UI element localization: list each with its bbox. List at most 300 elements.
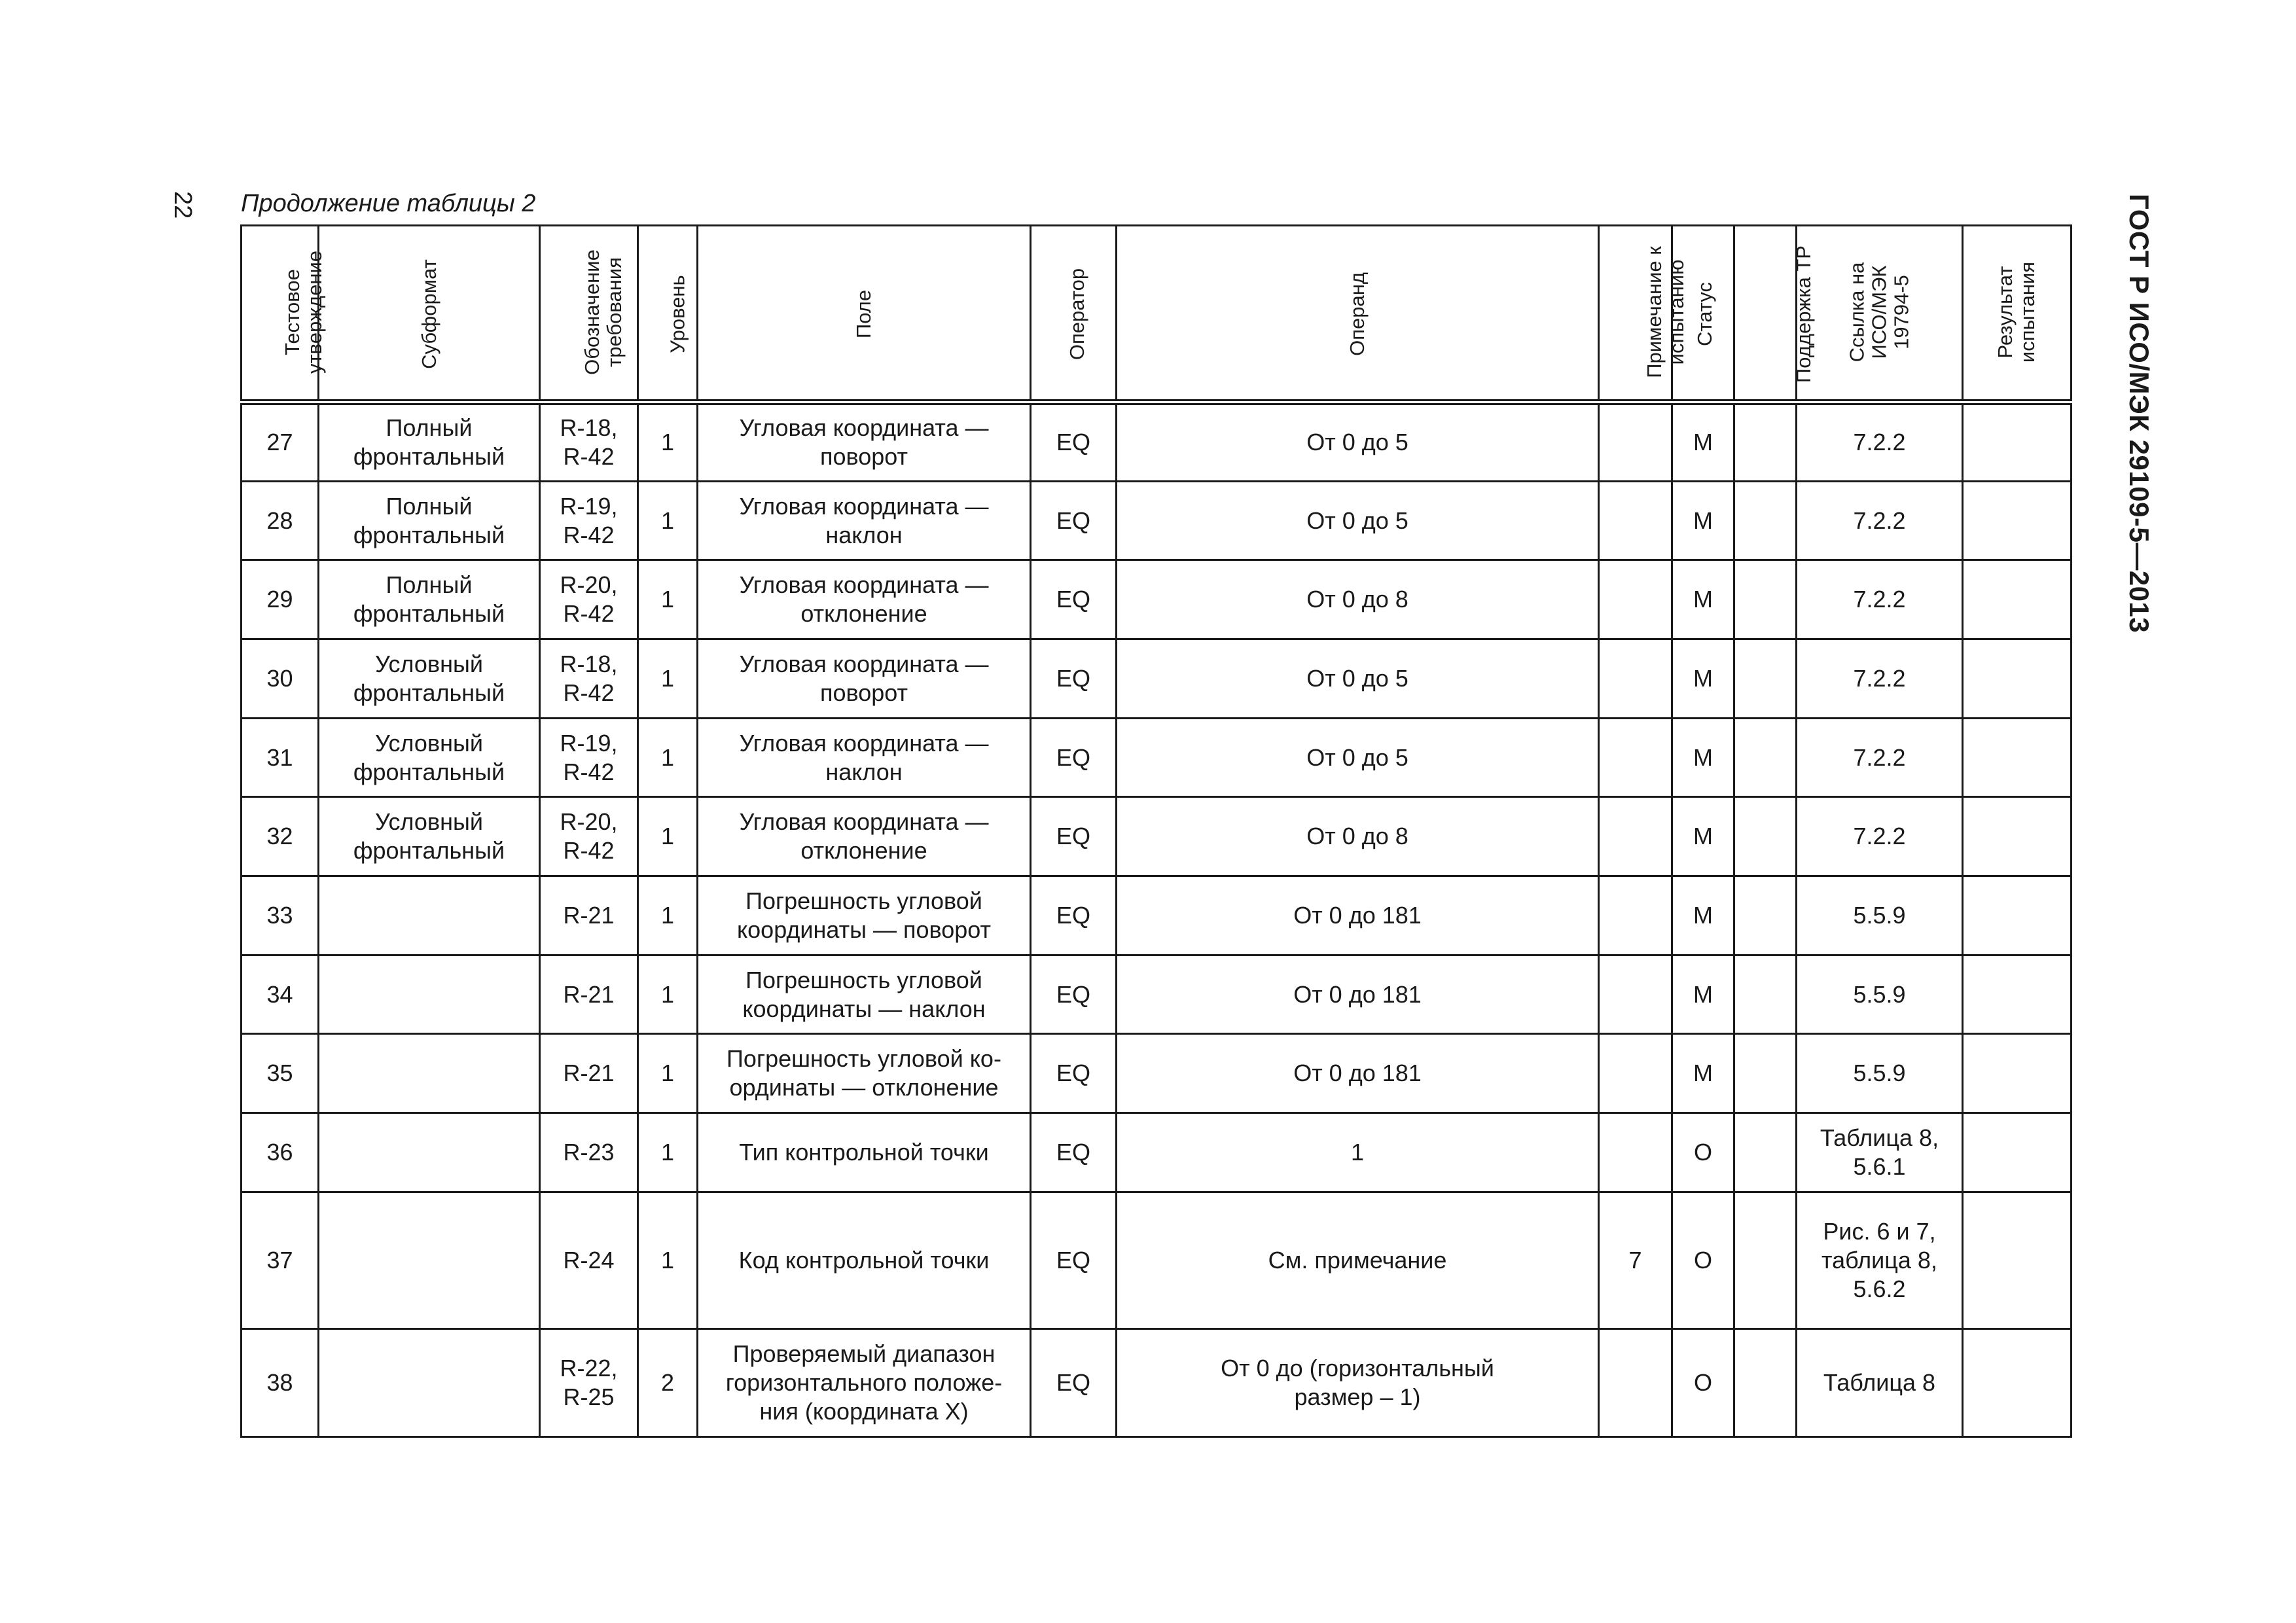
cell-iso-reference (1797, 560, 1963, 639)
cell-line: R-19, (560, 492, 618, 520)
cell-iso-reference (1797, 876, 1963, 955)
cell-field (698, 876, 1031, 955)
header-line: Статус (1693, 282, 1716, 346)
cell-tp-support (1734, 1113, 1797, 1192)
cell-line: 5.6.2 (1853, 1275, 1906, 1302)
cell-test-result (1963, 560, 2072, 639)
cell-line: 1 (660, 1138, 675, 1166)
cell-line: Угловая координата — (739, 571, 989, 599)
cell-line: EQ (1056, 586, 1090, 613)
cell-line: От 0 до 181 (1293, 901, 1422, 929)
cell-line: наклон (825, 758, 903, 785)
cell-line: Полный (386, 414, 473, 442)
cell-line: 1 (660, 429, 675, 456)
cell-field (698, 1034, 1031, 1113)
header-test-note (1599, 226, 1688, 402)
cell-line: размер – 1) (1294, 1383, 1421, 1410)
cell-subformat (319, 797, 540, 876)
cell-line: EQ (1056, 1246, 1090, 1274)
header-line: Уровень (666, 275, 689, 353)
cell-test-note (1599, 1192, 1672, 1329)
cell-line: O (1693, 1246, 1712, 1274)
cell-line: EQ (1056, 664, 1090, 692)
cell-line: фронтальный (353, 521, 505, 548)
header-requirement-id (540, 226, 638, 402)
cell-iso-reference (1797, 481, 1963, 560)
cell-test-note (1599, 955, 1672, 1034)
cell-line: Погрешность угловой (745, 887, 982, 914)
cell-iso-reference (1797, 1034, 1963, 1113)
cell-requirement-id (540, 639, 638, 719)
cell-status (1672, 1329, 1734, 1436)
cell-requirement-id (540, 1192, 638, 1329)
cell-subformat (319, 955, 540, 1034)
cell-subformat (319, 402, 540, 482)
cell-level (638, 481, 698, 560)
cell-tp-support (1734, 797, 1797, 876)
cell-line: 1 (660, 743, 675, 771)
cell-line: 30 (266, 664, 293, 692)
cell-test-note (1599, 560, 1672, 639)
cell-line: 5.5.9 (1853, 1060, 1906, 1087)
cell-operator (1031, 955, 1117, 1034)
cell-line: 7.2.2 (1853, 823, 1906, 850)
cell-line: 1 (660, 823, 675, 850)
table-row (242, 1034, 2072, 1113)
cell-field (698, 481, 1031, 560)
cell-requirement-id (540, 560, 638, 639)
cell-line: R-42 (563, 600, 615, 628)
cell-test-result (1963, 797, 2072, 876)
cell-tp-support (1734, 1034, 1797, 1113)
cell-line: 38 (266, 1368, 293, 1396)
header-line: Обозначение (580, 249, 603, 375)
cell-iso-reference (1797, 797, 1963, 876)
cell-operator (1031, 1192, 1117, 1329)
header-line: Примечание к (1642, 245, 1666, 378)
cell-line: EQ (1056, 980, 1090, 1008)
cell-line: 5.5.9 (1853, 901, 1906, 929)
cell-status (1672, 639, 1734, 719)
cell-line: От 0 до 181 (1293, 1060, 1422, 1087)
cell-level (638, 402, 698, 482)
cell-line: 1 (660, 1060, 675, 1087)
header-test-result-label (1994, 261, 2039, 362)
cell-subformat (319, 1329, 540, 1436)
cell-level (638, 1113, 698, 1192)
cell-line: координаты — поворот (737, 916, 991, 943)
header-line: Операнд (1346, 272, 1369, 356)
cell-line: 7 (1628, 1246, 1642, 1274)
table-body (242, 402, 2072, 1437)
cell-test-assertion (242, 876, 319, 955)
cell-line: 35 (266, 1060, 293, 1087)
cell-line: фронтальный (353, 679, 505, 706)
requirements-table (240, 224, 2072, 1438)
cell-test-note (1599, 402, 1672, 482)
cell-line: 1 (660, 1246, 675, 1274)
header-test-result (1963, 226, 2072, 402)
cell-operand (1117, 718, 1599, 797)
cell-field (698, 955, 1031, 1034)
cell-test-result (1963, 955, 2072, 1034)
cell-subformat (319, 1113, 540, 1192)
cell-line: M (1693, 743, 1713, 771)
cell-line: Угловая координата — (739, 650, 989, 677)
cell-line: таблица 8, (1821, 1246, 1937, 1274)
cell-line: R-18, (560, 414, 618, 442)
cell-line: 31 (266, 743, 293, 771)
cell-level (638, 1034, 698, 1113)
cell-status (1672, 1192, 1734, 1329)
cell-line: 29 (266, 586, 293, 613)
cell-tp-support (1734, 718, 1797, 797)
cell-test-note (1599, 481, 1672, 560)
cell-line: R-22, (560, 1354, 618, 1382)
cell-operand (1117, 1034, 1599, 1113)
cell-line: R-21 (563, 901, 615, 929)
table-row (242, 955, 2072, 1034)
cell-test-assertion (242, 1329, 319, 1436)
cell-operator (1031, 1034, 1117, 1113)
header-level (638, 226, 698, 402)
header-test-note-label (1643, 246, 1688, 378)
cell-line: отклонение (800, 600, 927, 628)
cell-line: От 0 до 5 (1306, 743, 1408, 771)
cell-line: 7.2.2 (1853, 664, 1906, 692)
cell-status (1672, 797, 1734, 876)
cell-test-assertion (242, 639, 319, 719)
cell-subformat (319, 1192, 540, 1329)
cell-line: См. примечание (1268, 1246, 1447, 1274)
cell-subformat (319, 560, 540, 639)
cell-line: R-42 (563, 679, 615, 706)
cell-line: От 0 до 8 (1306, 823, 1408, 850)
cell-status (1672, 718, 1734, 797)
cell-line: фронтальный (353, 443, 505, 471)
table-row (242, 876, 2072, 955)
cell-level (638, 797, 698, 876)
cell-line: EQ (1056, 429, 1090, 456)
cell-requirement-id (540, 1329, 638, 1436)
cell-line: M (1693, 901, 1713, 929)
table-row (242, 1113, 2072, 1192)
cell-line: Угловая координата — (739, 492, 989, 520)
cell-line: Условный (375, 808, 483, 836)
cell-test-assertion (242, 797, 319, 876)
cell-operand (1117, 481, 1599, 560)
cell-line: EQ (1056, 901, 1090, 929)
cell-field (698, 402, 1031, 482)
cell-line: R-20, (560, 808, 618, 836)
cell-test-assertion (242, 718, 319, 797)
cell-line: горизонтального положе- (725, 1368, 1003, 1396)
cell-line: 7.2.2 (1853, 429, 1906, 456)
header-operator (1031, 226, 1117, 402)
cell-test-note (1599, 876, 1672, 955)
cell-line: 5.6.1 (1853, 1152, 1906, 1180)
cell-tp-support (1734, 876, 1797, 955)
header-field-label (853, 290, 875, 338)
cell-line: 2 (660, 1368, 675, 1396)
cell-operator (1031, 876, 1117, 955)
cell-line: 28 (266, 507, 293, 534)
cell-line: R-42 (563, 758, 615, 785)
cell-field (698, 639, 1031, 719)
cell-line: Тип контрольной точки (739, 1138, 989, 1166)
header-operand-label (1346, 272, 1369, 356)
header-iso-reference-label (1846, 262, 1913, 362)
cell-line: R-24 (563, 1246, 615, 1274)
cell-operator (1031, 797, 1117, 876)
header-line: Субформат (417, 259, 440, 369)
cell-line: R-42 (563, 443, 615, 471)
cell-test-assertion (242, 1034, 319, 1113)
table-row (242, 639, 2072, 719)
cell-operand (1117, 560, 1599, 639)
cell-line: От 0 до 181 (1293, 980, 1422, 1008)
cell-test-result (1963, 639, 2072, 719)
cell-operand (1117, 876, 1599, 955)
table-row (242, 481, 2072, 560)
cell-line: поворот (820, 443, 908, 471)
cell-line: R-23 (563, 1138, 615, 1166)
cell-operand (1117, 1329, 1599, 1436)
cell-level (638, 1329, 698, 1436)
cell-test-result (1963, 1192, 2072, 1329)
table-row (242, 718, 2072, 797)
cell-test-note (1599, 797, 1672, 876)
cell-tp-support (1734, 481, 1797, 560)
cell-line: координаты — наклон (742, 995, 986, 1022)
header-tp-support (1734, 226, 1815, 402)
cell-line: M (1693, 507, 1713, 534)
cell-status (1672, 560, 1734, 639)
cell-subformat (319, 639, 540, 719)
cell-line: R-42 (563, 521, 615, 548)
header-line: Оператор (1066, 268, 1089, 361)
cell-line: Полный (386, 571, 473, 599)
cell-line: R-21 (563, 1060, 615, 1087)
header-subformat (319, 226, 540, 402)
cell-line: R-20, (560, 571, 618, 599)
table-row (242, 1192, 2072, 1329)
header-operand (1117, 226, 1599, 402)
header-line: Тестовое (281, 268, 304, 355)
cell-test-result (1963, 718, 2072, 797)
cell-test-assertion (242, 1192, 319, 1329)
header-line: 19794-5 (1890, 274, 1913, 349)
document-code: ГОСТ Р ИСО/МЭК 29109-5—2013 (2124, 194, 2155, 633)
cell-operator (1031, 639, 1117, 719)
cell-operand (1117, 1113, 1599, 1192)
cell-line: 32 (266, 823, 293, 850)
cell-line: 7.2.2 (1853, 743, 1906, 771)
cell-line: Угловая координата — (739, 808, 989, 836)
cell-line: ния (координата X) (759, 1397, 969, 1425)
cell-field (698, 797, 1031, 876)
header-requirement-id-label (581, 249, 626, 375)
cell-line: Угловая координата — (739, 414, 989, 442)
cell-iso-reference (1797, 639, 1963, 719)
cell-test-assertion (242, 402, 319, 482)
cell-status (1672, 1113, 1734, 1192)
cell-line: O (1693, 1138, 1712, 1166)
cell-iso-reference (1797, 1113, 1963, 1192)
cell-level (638, 876, 698, 955)
cell-operator (1031, 1113, 1117, 1192)
cell-tp-support (1734, 1192, 1797, 1329)
header-tp-support-label (1793, 245, 1815, 383)
cell-requirement-id (540, 718, 638, 797)
table-row (242, 560, 2072, 639)
cell-status (1672, 876, 1734, 955)
cell-line: фронтальный (353, 600, 505, 628)
table-header (242, 226, 2072, 402)
cell-line: M (1693, 429, 1713, 456)
cell-iso-reference (1797, 955, 1963, 1034)
cell-line: R-25 (563, 1383, 615, 1410)
cell-test-note (1599, 639, 1672, 719)
cell-line: R-21 (563, 980, 615, 1008)
header-line: требования (602, 257, 626, 367)
cell-line: 37 (266, 1246, 293, 1274)
cell-line: 1 (1350, 1138, 1365, 1166)
header-test-assertion-label (281, 250, 326, 373)
cell-test-note (1599, 1034, 1672, 1113)
cell-field (698, 1192, 1031, 1329)
header-test-assertion (242, 226, 327, 402)
cell-operand (1117, 639, 1599, 719)
cell-subformat (319, 876, 540, 955)
cell-line: R-19, (560, 729, 618, 757)
cell-requirement-id (540, 1034, 638, 1113)
cell-operator (1031, 481, 1117, 560)
cell-line: ординаты — отклонение (729, 1074, 999, 1101)
cell-status (1672, 481, 1734, 560)
cell-test-result (1963, 481, 2072, 560)
cell-requirement-id (540, 797, 638, 876)
cell-line: поворот (820, 679, 908, 706)
cell-line: Полный (386, 492, 473, 520)
cell-test-assertion (242, 560, 319, 639)
cell-requirement-id (540, 481, 638, 560)
cell-test-note (1599, 1329, 1672, 1436)
cell-subformat (319, 1034, 540, 1113)
header-line: испытанию (1664, 259, 1688, 365)
cell-line: EQ (1056, 1368, 1090, 1396)
cell-tp-support (1734, 1329, 1797, 1436)
cell-line: M (1693, 980, 1713, 1008)
table-row (242, 1329, 2072, 1436)
cell-line: 36 (266, 1138, 293, 1166)
cell-line: M (1693, 823, 1713, 850)
cell-line: Погрешность угловой (745, 966, 982, 993)
table-continuation-label: Продолжение таблицы 2 (241, 190, 536, 217)
cell-operator (1031, 1329, 1117, 1436)
cell-level (638, 1192, 698, 1329)
cell-operand (1117, 955, 1599, 1034)
cell-field (698, 718, 1031, 797)
cell-test-result (1963, 1113, 2072, 1192)
cell-line: наклон (825, 521, 903, 548)
cell-test-result (1963, 402, 2072, 482)
cell-tp-support (1734, 402, 1797, 482)
cell-line: 5.5.9 (1853, 980, 1906, 1008)
cell-test-assertion (242, 1113, 319, 1192)
cell-line: От 0 до 5 (1306, 429, 1408, 456)
cell-line: R-42 (563, 837, 615, 865)
cell-line: EQ (1056, 1060, 1090, 1087)
cell-level (638, 955, 698, 1034)
cell-status (1672, 955, 1734, 1034)
cell-requirement-id (540, 402, 638, 482)
cell-requirement-id (540, 1113, 638, 1192)
cell-test-result (1963, 1329, 2072, 1436)
cell-line: Угловая координата — (739, 729, 989, 757)
cell-test-note (1599, 718, 1672, 797)
cell-line: 1 (660, 507, 675, 534)
header-subformat-label (418, 259, 440, 369)
cell-line: Условный (375, 729, 483, 757)
header-field (698, 226, 1031, 402)
cell-line: фронтальный (353, 837, 505, 865)
cell-subformat (319, 718, 540, 797)
cell-operator (1031, 718, 1117, 797)
header-iso-reference (1797, 226, 1963, 402)
cell-line: 1 (660, 664, 675, 692)
header-line: испытания (2016, 261, 2039, 363)
header-line: Результат (1994, 266, 2017, 358)
cell-line: 1 (660, 980, 675, 1008)
cell-line: EQ (1056, 743, 1090, 771)
cell-line: От 0 до (горизонтальный (1221, 1354, 1494, 1382)
cell-line: O (1693, 1368, 1712, 1396)
cell-level (638, 718, 698, 797)
cell-iso-reference (1797, 402, 1963, 482)
cell-subformat (319, 481, 540, 560)
cell-iso-reference (1797, 718, 1963, 797)
cell-operand (1117, 402, 1599, 482)
cell-line: Таблица 8 (1823, 1368, 1936, 1396)
table-row (242, 402, 2072, 482)
header-line: Ссылка на (1845, 262, 1869, 362)
cell-tp-support (1734, 955, 1797, 1034)
cell-line: M (1693, 664, 1713, 692)
cell-line: 1 (660, 586, 675, 613)
cell-iso-reference (1797, 1329, 1963, 1436)
cell-field (698, 1329, 1031, 1436)
cell-line: отклонение (800, 837, 927, 865)
header-operator-label (1066, 268, 1088, 360)
cell-test-result (1963, 876, 2072, 955)
header-row (242, 226, 2072, 402)
cell-line: Код контрольной точки (738, 1246, 990, 1274)
header-line: утверждение (303, 250, 327, 374)
cell-operand (1117, 1192, 1599, 1329)
cell-line: От 0 до 5 (1306, 507, 1408, 534)
cell-line: R-18, (560, 650, 618, 677)
cell-line: 7.2.2 (1853, 507, 1906, 534)
cell-line: От 0 до 8 (1306, 586, 1408, 613)
cell-line: 33 (266, 901, 293, 929)
cell-test-assertion (242, 955, 319, 1034)
header-line: Поле (852, 289, 875, 339)
cell-operator (1031, 402, 1117, 482)
cell-status (1672, 1034, 1734, 1113)
cell-operand (1117, 797, 1599, 876)
header-line: Поддержка ТР (1791, 245, 1815, 383)
